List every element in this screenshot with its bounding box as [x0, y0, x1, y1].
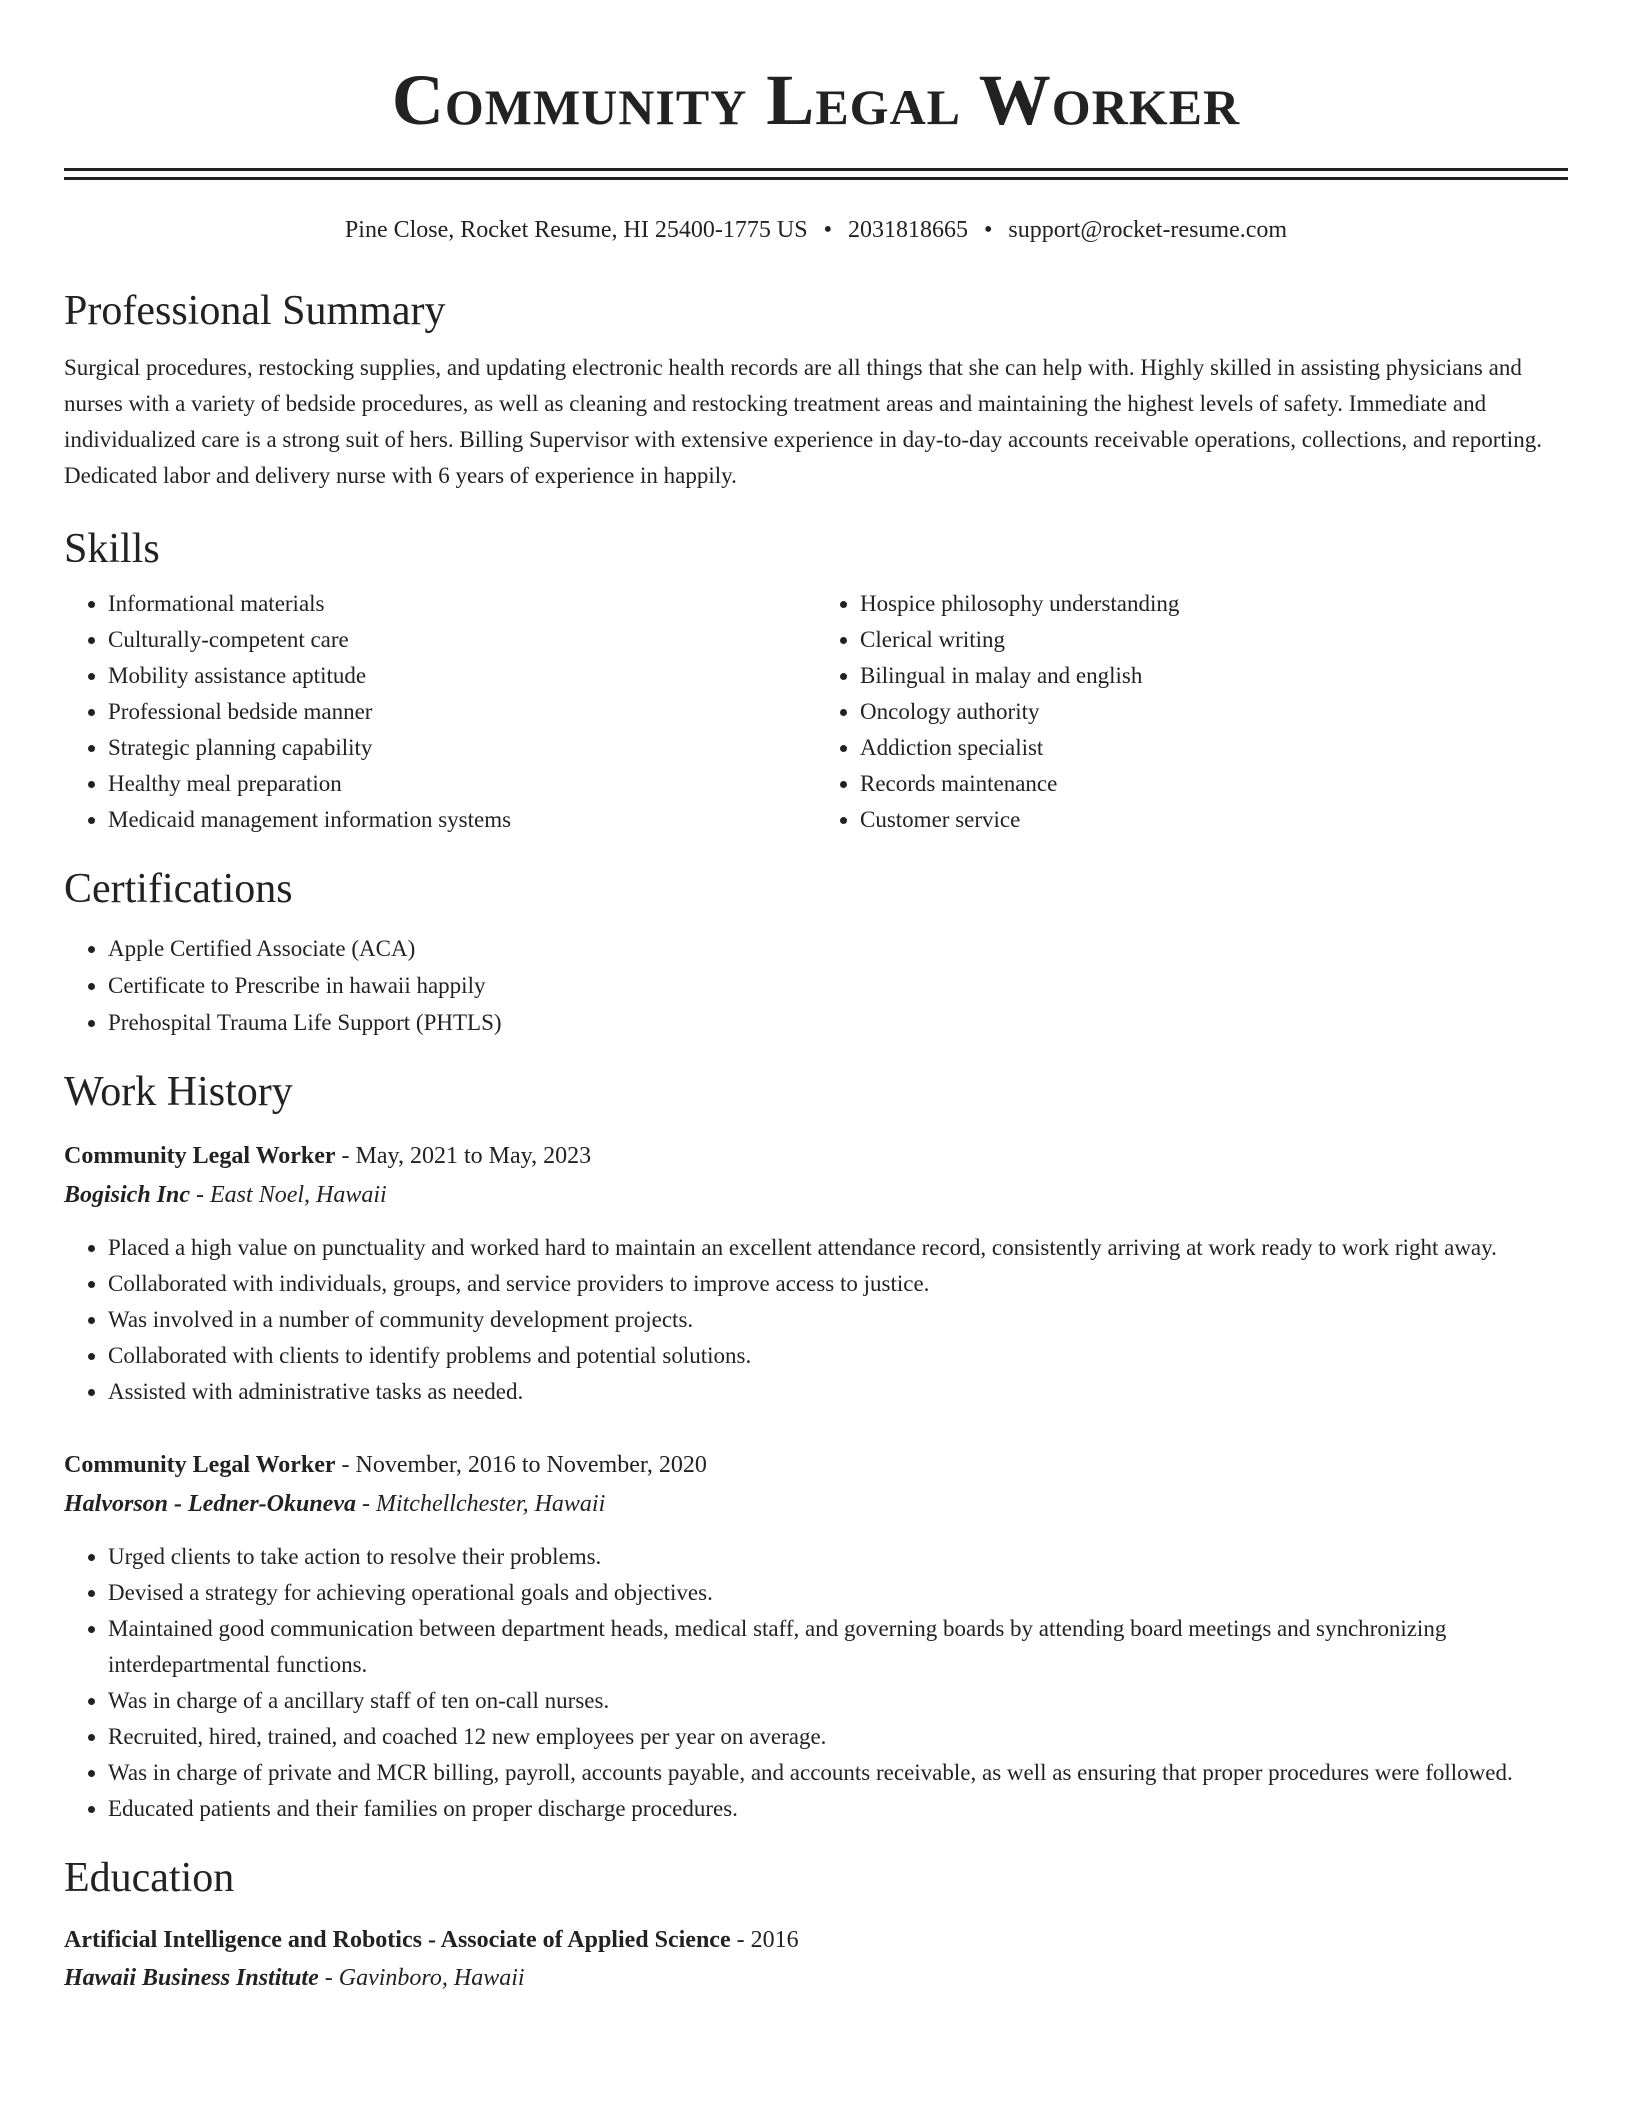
certifications-list — [64, 930, 1568, 1041]
resume-name: Community Legal Worker — [391, 60, 1241, 140]
job-bullet: • Was involved in a number of community development projects. — [108, 1302, 1568, 1338]
summary-heading: Professional Summary — [64, 288, 446, 334]
education-school: Hawaii Business Institute — [64, 1965, 319, 1991]
summary-text: Surgical procedures, restocking supplies, and updating electronic health records are all things that she can help with. Highly skilled in assisting physicians and nurses with a variety of bedside procedures, as well as cleaning and restocking treatment areas and maintaining the highest levels of safety. Immediate and individualized care is a strong suit of hers. Billing Supervisor with extensive experience in day-to-day accounts receivable operations, collections, and reporting. Dedicated labor and delivery nurse with 6 years of experience in happily. — [64, 355, 1542, 488]
job-bullet: • Assisted with administrative tasks as needed. — [108, 1374, 1568, 1410]
education-location: - Gavinboro, Hawaii — [318, 1965, 525, 1991]
skill-item: • Clerical writing — [860, 622, 1568, 658]
certification-item: • Apple Certified Associate (ACA) — [108, 930, 1568, 967]
job-bullet: • Was in charge of private and MCR billing, payroll, accounts payable, and accounts receivable, as well as ensuring that proper procedures were followed. — [108, 1755, 1568, 1791]
header-rule-bottom — [64, 177, 1568, 180]
job-company-line — [64, 1485, 1568, 1523]
skills-columns — [64, 586, 1568, 838]
education-degree-line — [64, 1921, 1568, 1959]
job-entry — [64, 1137, 1568, 1410]
skill-item: • Healthy meal preparation — [108, 766, 816, 802]
certification-item: • Prehospital Trauma Life Support (PHTLS) — [108, 1004, 1568, 1041]
job-company-line — [64, 1176, 1568, 1214]
skill-item: • Oncology authority — [860, 694, 1568, 730]
skill-item: • Informational materials — [108, 586, 816, 622]
contact-separator: • — [823, 217, 832, 243]
resume-content — [64, 0, 1568, 1997]
job-title-line — [64, 1137, 1568, 1175]
job-location: - Mitchellchester, Hawaii — [355, 1491, 606, 1517]
work-history-heading: Work History — [64, 1069, 293, 1115]
contact-phone: 2031818665 — [847, 217, 968, 243]
education-year: - 2016 — [730, 1927, 799, 1953]
job-company: Bogisich Inc — [64, 1182, 191, 1208]
job-bullet: • Collaborated with individuals, groups, and service providers to improve access to justice. — [108, 1266, 1568, 1302]
job-bullet: • Collaborated with clients to identify problems and potential solutions. — [108, 1338, 1568, 1374]
job-bullets — [64, 1539, 1568, 1827]
job-location: - East Noel, Hawaii — [190, 1182, 387, 1208]
job-entry — [64, 1446, 1568, 1827]
skills-heading: Skills — [64, 526, 160, 572]
contact-line — [64, 214, 1568, 246]
job-dates: - May, 2021 to May, 2023 — [335, 1143, 592, 1169]
job-bullets — [64, 1230, 1568, 1410]
job-bullet: • Devised a strategy for achieving operational goals and objectives. — [108, 1575, 1568, 1611]
skills-list-right — [816, 586, 1568, 838]
skill-item: • Culturally-competent care — [108, 622, 816, 658]
contact-email: support@rocket-resume.com — [1008, 217, 1288, 243]
skill-item: • Hospice philosophy understanding — [860, 586, 1568, 622]
certification-item: • Certificate to Prescribe in hawaii happily — [108, 967, 1568, 1004]
education-degree: Artificial Intelligence and Robotics - Associate of Applied Science — [64, 1927, 731, 1953]
skill-item: • Mobility assistance aptitude — [108, 658, 816, 694]
job-bullet: • Urged clients to take action to resolve their problems. — [108, 1539, 1568, 1575]
job-bullet: • Placed a high value on punctuality and worked hard to maintain an excellent attendance record, consistently arriving at work ready to work right away. — [108, 1230, 1568, 1266]
certifications-heading: Certifications — [64, 866, 293, 912]
job-title: Community Legal Worker — [64, 1452, 336, 1478]
skill-item: • Customer service — [860, 802, 1568, 838]
job-title-line — [64, 1446, 1568, 1484]
job-bullet: • Was in charge of a ancillary staff of ten on-call nurses. — [108, 1683, 1568, 1719]
job-company: Halvorson - Ledner-Okuneva — [64, 1491, 356, 1517]
skill-item: • Medicaid management information systems — [108, 802, 816, 838]
skill-item: • Records maintenance — [860, 766, 1568, 802]
job-bullet: • Educated patients and their families on proper discharge procedures. — [108, 1791, 1568, 1827]
skill-item: • Addiction specialist — [860, 730, 1568, 766]
job-bullet: • Maintained good communication between department heads, medical staff, and governing boards by attending board meetings and synchronizing interdepartmental functions. — [108, 1611, 1568, 1683]
education-school-line — [64, 1959, 1568, 1997]
skill-item: • Strategic planning capability — [108, 730, 816, 766]
education-heading: Education — [64, 1855, 235, 1901]
job-bullet: • Recruited, hired, trained, and coached 12 new employees per year on average. — [108, 1719, 1568, 1755]
header-rule-top — [64, 168, 1568, 171]
job-title: Community Legal Worker — [64, 1143, 336, 1169]
skills-list-left — [64, 586, 816, 838]
skill-item: • Bilingual in malay and english — [860, 658, 1568, 694]
skill-item: • Professional bedside manner — [108, 694, 816, 730]
job-dates: - November, 2016 to November, 2020 — [335, 1452, 707, 1478]
contact-address: Pine Close, Rocket Resume, HI 25400-1775 US — [344, 217, 808, 243]
contact-separator: • — [983, 217, 993, 243]
